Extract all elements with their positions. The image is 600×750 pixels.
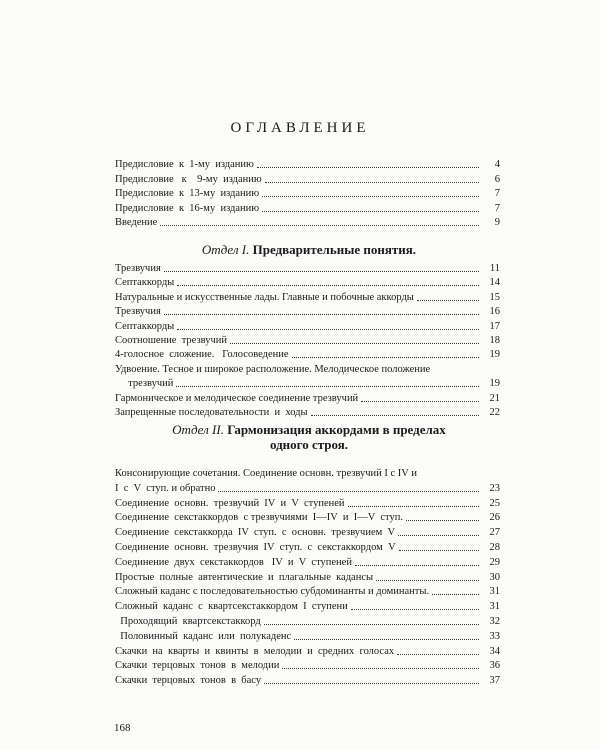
toc-entry-page: 19 — [489, 349, 500, 361]
dot-leader — [177, 284, 479, 286]
dot-leader — [264, 682, 479, 684]
toc-entry-page: 7 — [494, 202, 500, 214]
toc-entry-title: Запрещенные последовательности и ходы — [115, 407, 308, 418]
toc-entry-page: 31 — [489, 586, 500, 598]
toc-entry-page: 22 — [489, 407, 500, 418]
toc-entry-title: Консонирующие сочетания. Соединение основн. трезвучий I с IV и — [115, 468, 417, 479]
toc-entry[interactable] — [115, 405, 500, 419]
toc-entry-page: 19 — [489, 378, 500, 390]
toc-entry-page: 23 — [489, 482, 500, 494]
toc-entry-page: 34 — [489, 645, 500, 657]
toc-entry-title: Предисловие к 13-му изданию — [115, 188, 260, 200]
toc-entry[interactable] — [115, 261, 500, 275]
toc-entry[interactable] — [115, 629, 500, 643]
toc-entry[interactable] — [115, 201, 500, 215]
dot-leader — [230, 342, 479, 344]
toc-entry-page: 25 — [489, 497, 500, 509]
toc-entry[interactable] — [115, 304, 500, 318]
toc-entry-page: 14 — [489, 277, 500, 289]
toc-entry-title: Предисловие к 9-му изданию — [115, 173, 262, 185]
toc-entry-title: Предисловие к 1-му изданию — [115, 159, 254, 170]
toc-entry[interactable] — [115, 319, 500, 333]
toc-entry[interactable] — [115, 614, 500, 628]
toc-entry-page: 37 — [489, 675, 500, 687]
toc-entry[interactable] — [115, 391, 500, 405]
toc-entry-title: Септаккорды — [115, 320, 175, 332]
dot-leader — [311, 414, 479, 416]
dot-leader — [176, 385, 479, 387]
toc-entry[interactable] — [115, 658, 500, 672]
dot-leader — [361, 400, 479, 402]
toc-entry-title: Натуральные и искусственные лады. Главные и побочные аккорды — [115, 291, 414, 303]
toc-entry[interactable] — [115, 510, 500, 524]
section-2-title-line2: одного строя. — [269, 437, 349, 452]
toc-entry-title: Трезвучия — [115, 263, 161, 274]
toc-entry-page: 27 — [489, 527, 500, 539]
section-1-heading — [118, 242, 500, 257]
toc-entry-title: 4-голосное сложение. Голосоведение — [115, 349, 289, 361]
toc-entry-page: 30 — [489, 571, 500, 583]
dot-leader — [218, 490, 479, 492]
toc-entry-page: 11 — [489, 263, 500, 274]
dot-leader — [294, 638, 479, 640]
toc-entry-title: Гармоническое и мелодическое соединение трезвучий — [115, 392, 359, 404]
toc-entry[interactable] — [115, 540, 500, 554]
page-title: ОГЛАВЛЕНИЕ — [230, 120, 370, 136]
toc-entry-title: Скачки терцовых тонов в мелодии — [115, 660, 280, 672]
dot-leader — [417, 299, 479, 301]
toc-entry[interactable] — [115, 333, 500, 347]
toc-entry-page: 32 — [489, 616, 500, 627]
toc-entry[interactable] — [115, 347, 500, 361]
dot-leader — [432, 593, 479, 595]
toc-entry[interactable] — [115, 555, 500, 569]
toc-entry-page: 29 — [489, 556, 500, 568]
toc-entry-title: Соотношение трезвучий — [115, 335, 227, 346]
toc-entry-title: I с V ступ. и обратно — [115, 482, 216, 494]
dot-leader — [164, 313, 479, 315]
toc-entry-page: 28 — [489, 542, 500, 553]
toc-entry-title: Половинный кадaнс или полукаденс — [115, 630, 292, 642]
toc-entry-page: 33 — [489, 630, 500, 642]
toc-entry-page: 17 — [489, 320, 500, 332]
dot-leader — [398, 534, 479, 536]
toc-entry-title: Соединение двух секстаккордов IV и V ступеней — [115, 556, 352, 568]
dot-leader — [351, 608, 479, 610]
toc-entry-page: 36 — [489, 660, 500, 672]
dot-leader — [406, 519, 479, 521]
dot-leader — [348, 505, 480, 507]
dot-leader — [355, 564, 479, 566]
dot-leader — [164, 270, 479, 272]
toc-entry-page: 21 — [489, 392, 500, 404]
toc-entry[interactable] — [115, 172, 500, 186]
dot-leader — [262, 195, 479, 197]
toc-entry-page: 6 — [494, 173, 500, 185]
toc-entry-title: Соединение основн. трезвучия IV ступ. с секстаккордом V — [115, 542, 396, 553]
toc-entry[interactable] — [115, 157, 500, 171]
toc-entry-title: Трезвучия — [115, 306, 161, 318]
dot-leader — [399, 549, 479, 551]
section-1-title: Предварительные понятия. — [252, 242, 417, 257]
section-2-number: Отдел II. — [172, 422, 224, 437]
toc-entry[interactable] — [115, 275, 500, 289]
toc-entry-title: Скачки терцовых тонов в басу — [115, 675, 262, 687]
toc-entry[interactable] — [115, 362, 500, 376]
toc-entry-page: 15 — [489, 291, 500, 303]
dot-leader — [397, 653, 479, 655]
section-2-heading — [118, 422, 500, 452]
dot-leader — [257, 166, 479, 168]
toc-entry[interactable] — [115, 215, 500, 229]
toc-entry-title: трезвучий — [115, 378, 174, 390]
toc-entry-title: Септаккорды — [115, 277, 175, 289]
toc-entry-page: 4 — [494, 159, 500, 170]
toc-entry-title: Соединение основн. трезвучий IV и V ступеней — [115, 497, 345, 509]
dot-leader — [292, 356, 479, 358]
toc-entry[interactable] — [115, 290, 500, 304]
dot-leader — [376, 579, 479, 581]
toc-entry[interactable] — [115, 376, 500, 390]
toc-entry-page: 18 — [489, 335, 500, 346]
toc-entry-title: Сложный кадaнс с последовательностью субдоминанты и доминанты. — [115, 586, 430, 598]
toc-entry-page: 26 — [489, 512, 500, 524]
toc-entry[interactable] — [115, 466, 500, 480]
toc-entry[interactable] — [115, 570, 500, 584]
toc-entry[interactable] — [115, 673, 500, 687]
section-2-title-line1: Гармонизация аккордами в пределах — [227, 422, 446, 437]
toc-entry-title: Предисловие к 16-му изданию — [115, 202, 260, 214]
toc-entry[interactable] — [115, 644, 500, 658]
toc-entry-title: Введение — [115, 217, 158, 229]
toc-entry[interactable] — [115, 599, 500, 613]
toc-entry-title: Проходящий квартсекстаккорд — [115, 616, 261, 627]
toc-entry[interactable] — [115, 496, 500, 510]
toc-entry[interactable] — [115, 186, 500, 200]
dot-leader — [160, 224, 479, 226]
toc-entry[interactable] — [115, 481, 500, 495]
toc-entry-title: Соединение секстаккордов с трезвучиями I—IV и I—V ступ. — [115, 512, 403, 524]
toc-entry-page: 31 — [489, 601, 500, 613]
dot-leader — [282, 667, 479, 669]
toc-entry[interactable] — [115, 525, 500, 539]
page-number: 168 — [114, 722, 131, 734]
toc-entry-title: Скачки на кварты и квинты в мелодии и средних голосах — [115, 645, 395, 657]
toc-entry-page: 9 — [494, 217, 500, 229]
toc-entry-page: 16 — [489, 306, 500, 318]
dot-leader — [264, 623, 479, 625]
dot-leader — [262, 210, 479, 212]
section-1-number: Отдел I. — [201, 242, 250, 257]
toc-entry-page: 7 — [494, 188, 500, 200]
dot-leader — [265, 181, 479, 183]
toc-entry-title: Удвоение. Тесное и широкое расположение. Мелодическое положение — [115, 363, 431, 375]
dot-leader — [177, 328, 479, 330]
toc-entry-title: Простые полные автентические и плагальные каданcы — [115, 571, 374, 583]
toc-entry-title: Соединение секстаккорда IV ступ. с основн. трезвучием V — [115, 527, 396, 539]
toc-entry-title: Сложный кадaнс с квартсекстаккордом I ступени — [115, 601, 348, 613]
toc-entry[interactable] — [115, 584, 500, 598]
